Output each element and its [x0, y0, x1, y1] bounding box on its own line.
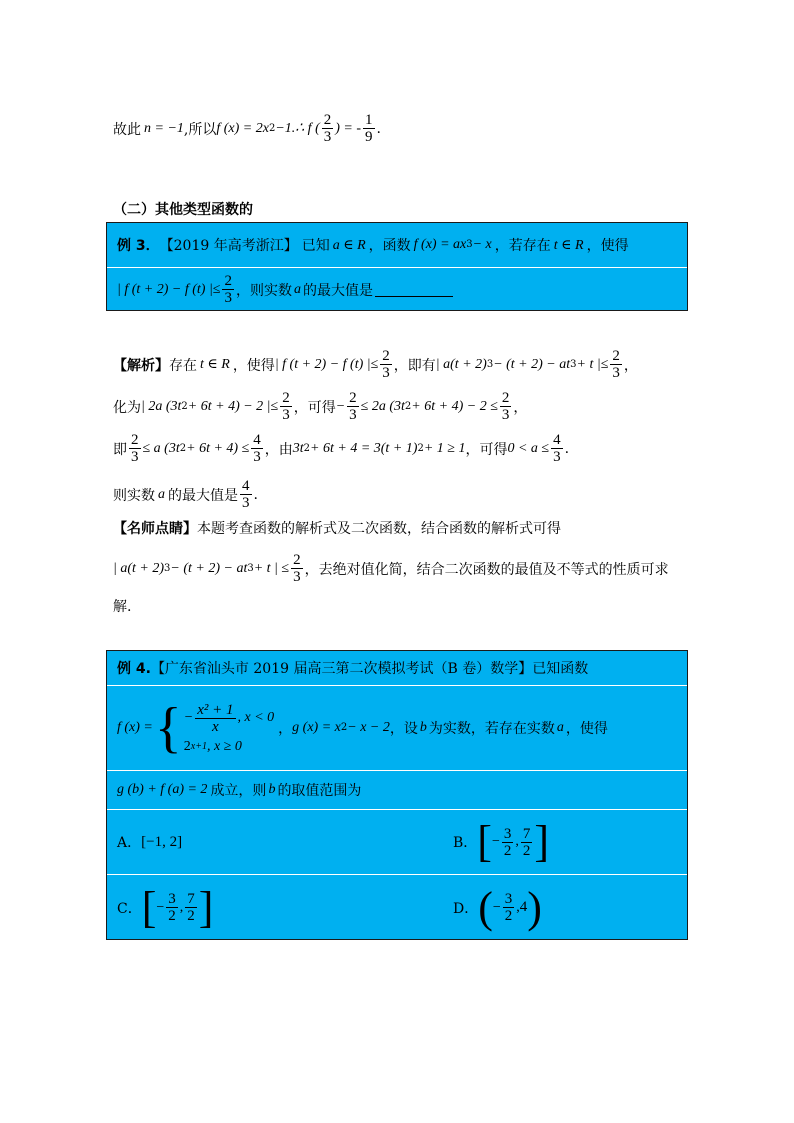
frac-den: 3 — [612, 365, 620, 381]
math: | f (t + 2) − f (t) |≤ — [274, 356, 379, 372]
frac-num: 2 — [293, 552, 301, 568]
bracket-left: [ — [141, 882, 157, 932]
frac — [610, 348, 622, 381]
example3-row1 — [107, 223, 687, 267]
text: ，可得 — [465, 441, 508, 458]
intro-result-frac — [363, 112, 375, 145]
math: − x − 2 — [347, 720, 390, 735]
math: + 6t + 4 = 3(t + 1) — [310, 440, 418, 456]
frac-den: 3 — [323, 129, 332, 145]
math: b — [419, 720, 427, 735]
tip-line1 — [113, 518, 561, 538]
math: | a(t + 2) — [435, 356, 487, 372]
intro-end: . — [376, 120, 381, 137]
text: . — [564, 440, 570, 457]
frac-den: 3 — [293, 569, 301, 585]
solution-label: 【解析】 — [113, 357, 169, 374]
frac-num: 2 — [382, 348, 390, 364]
option-C[interactable] — [117, 875, 213, 940]
math: t ∈ R — [553, 237, 584, 253]
math: a ∈ R — [332, 237, 366, 253]
intro-eq: ) = - — [335, 120, 362, 136]
frac — [521, 826, 533, 859]
math: 3t — [292, 440, 304, 456]
text: ，使得 — [586, 238, 629, 254]
bracket-right: ] — [534, 817, 550, 866]
math: − — [183, 710, 194, 725]
text: ，即有 — [393, 357, 436, 374]
minus: − — [491, 834, 500, 849]
solution-line3: 即 $\frac{2}{3}$ ≤ a (3t 2 + 6t + 4) ≤ $\frac{4}{3}$ ，由 3t 2 + 6t + 4 = 3(t + 1) 2 + 1 ≥ 1 ，可得 0 < a ≤ $\frac{4}{3}$ . — [113, 432, 570, 465]
math: g (b) + f (a) = 2 — [117, 782, 208, 797]
frac-num: 1 — [365, 112, 373, 128]
text: 的最大值是 — [302, 282, 373, 299]
frac-num: 4 — [242, 478, 250, 494]
math: f (x) = — [117, 720, 153, 735]
value: 4 — [519, 899, 528, 915]
frac — [500, 390, 512, 423]
frac-num: 2 — [612, 348, 620, 364]
ineq-frac — [222, 273, 234, 306]
text: 本题考查函数的解析式及二次函数，结合函数的解析式可得 — [197, 521, 561, 537]
math: − — [335, 398, 346, 414]
section-heading: （二）其他类型函数的 — [113, 202, 253, 218]
text: . — [253, 486, 258, 503]
option-D[interactable] — [453, 875, 542, 940]
frac-den: 2 — [504, 908, 513, 924]
option-label: A． — [117, 835, 142, 851]
frac-den: 2 — [168, 908, 176, 924]
piecewise-cases — [184, 702, 274, 755]
frac — [380, 348, 392, 381]
frac-num: 2 — [501, 390, 510, 406]
frac — [291, 552, 303, 585]
intro-mid: ,所以 — [183, 121, 217, 138]
frac-num: 4 — [553, 432, 561, 448]
example3-row2 — [107, 267, 687, 311]
text: 的最大值是 — [168, 487, 238, 504]
text: 化为 — [113, 399, 141, 416]
text: 已知函数 — [532, 661, 589, 677]
example-label: 例 4. — [117, 661, 151, 677]
text: ， — [513, 399, 528, 416]
text: 为实数，若存在实数 — [428, 721, 555, 737]
intro-line: 故此 n = −1 ,所以 f (x) = 2x 2 −1.∴ f ( $\frac{2}{3}$ ) = - $\frac{1}{9}$ . — [113, 112, 381, 145]
math: + t | ≤ — [253, 560, 290, 576]
example4-row1-content — [117, 651, 588, 685]
comma: , — [516, 899, 520, 915]
brace-icon: { — [154, 697, 182, 759]
intro-rest: −1.∴ f ( — [275, 121, 320, 136]
frac-num: 3 — [503, 825, 512, 842]
solution-line2: 化为 | 2a (3t 2 + 6t + 4) − 2 |≤ $\frac{2}{3}$ ，可得 − $\frac{2}{3}$ ≤ 2a (3t 2 + 6t + 4) − 2 ≤ $\frac{2}{3}$ ， — [113, 390, 528, 423]
option-label: B． — [453, 835, 478, 851]
frac — [129, 432, 141, 465]
text: 成立，则 — [210, 783, 267, 799]
example3-row1-content: 例 3． 【2019 年高考浙江】 已知 a ∈ R ，函数 f (x) = ax 3 − x ，若存在 t ∈ R ，使得 — [117, 237, 629, 254]
text: ，若存在 — [494, 238, 551, 254]
paren-left: ( — [478, 882, 493, 932]
frac-den: 3 — [131, 449, 139, 465]
solution-line4 — [113, 478, 258, 511]
example-source: 【广东省汕头市 2019 届高三第二次模拟考试（B 卷）数学】 — [150, 661, 533, 677]
frac — [240, 478, 252, 511]
math: + 6t + 4) − 2 |≤ — [187, 398, 279, 414]
frac-den: 3 — [253, 449, 261, 465]
intro-n: n = −1 — [144, 120, 184, 136]
text: ，由 — [264, 441, 293, 458]
math: a — [158, 486, 165, 502]
minus: − — [156, 899, 165, 915]
frac — [280, 390, 292, 423]
bracket-right: ] — [198, 882, 214, 932]
example4-row1 — [107, 651, 687, 685]
frac-den: 3 — [501, 407, 510, 423]
math: ≤ a (3t — [142, 440, 180, 456]
math: − (t + 2) − at — [170, 560, 248, 576]
frac — [185, 891, 197, 924]
example4-box — [106, 650, 688, 940]
example4-row2-content: f (x) = { − $\frac{\text{x² + 1}}{x}$ , x < 0 2 x+1 , x ≥ 0 ， g (x) = x 2 − x − 2 ，设 b 为实数，若存在实数 a ，使得 — [117, 697, 608, 759]
math: b — [268, 782, 276, 797]
frac-num: 2 — [349, 390, 357, 406]
frac — [502, 826, 514, 859]
math: t ∈ R — [200, 357, 230, 372]
frac-num: 2 — [131, 432, 139, 448]
frac-den: 2 — [503, 842, 512, 859]
math: 2 — [183, 738, 191, 754]
math: g (x) = x — [292, 720, 341, 735]
bracket-left: [ — [477, 817, 492, 866]
frac-den: 9 — [365, 129, 373, 145]
text: ，则实数 — [235, 282, 292, 299]
text: ，去绝对值化简，结合二次函数的最值及不等式的性质可求 — [304, 561, 669, 578]
frac-den: 3 — [224, 290, 232, 306]
math: a — [293, 281, 301, 297]
comma: , — [179, 899, 184, 915]
math: | 2a (3t — [141, 398, 182, 414]
case1-frac — [195, 702, 235, 735]
frac-num: 4 — [253, 432, 261, 448]
frac-den: 3 — [349, 407, 357, 423]
math: + 1 ≥ 1 — [423, 440, 466, 456]
example3-row2-content — [117, 268, 453, 311]
frac-num: 3 — [504, 891, 513, 907]
frac — [551, 432, 563, 465]
math: + 6t + 4) ≤ — [186, 440, 250, 456]
math: , x ≥ 0 — [206, 738, 242, 754]
text: 存在 — [169, 357, 197, 374]
frac-num: 7 — [187, 891, 195, 907]
frac-den: 2 — [187, 908, 195, 924]
text: 已知 — [301, 238, 330, 254]
option-B[interactable] — [453, 810, 549, 874]
math: − (t + 2) − at — [493, 356, 571, 372]
frac — [347, 390, 359, 423]
intro-frac — [322, 112, 334, 145]
tip-end: 解. — [113, 599, 132, 615]
math: ≤ 2a (3t — [360, 398, 405, 414]
frac-num: 7 — [522, 825, 531, 842]
text: 的取值范围为 — [277, 783, 362, 799]
frac-den: x — [212, 718, 219, 735]
text: ，可得 — [293, 399, 336, 416]
text: ， — [278, 721, 293, 737]
frac-num: 3 — [168, 891, 176, 907]
math: + t |≤ — [576, 356, 609, 372]
frac-num: 2 — [282, 390, 290, 406]
option-A[interactable] — [117, 810, 182, 874]
case1 — [184, 702, 274, 735]
text: ，设 — [389, 721, 418, 737]
math: | f (t + 2) − f (t) |≤ — [117, 281, 221, 297]
intro-fx: f (x) = 2x — [216, 120, 269, 136]
option-value: [−1, 2] — [141, 833, 183, 850]
math: 0 < a ≤ — [507, 440, 550, 456]
example4-row5 — [107, 874, 687, 940]
math: + 6t + 4) − 2 ≤ — [411, 398, 498, 414]
frac-num: 2 — [224, 273, 232, 289]
frac — [166, 891, 178, 924]
frac-den: 2 — [522, 842, 531, 859]
frac-den: 3 — [242, 495, 250, 511]
frac-num: x² + 1 — [197, 701, 234, 718]
math: − x — [472, 237, 492, 252]
text: ，使得 — [565, 721, 608, 737]
example4-row2 — [107, 685, 687, 770]
option-label: C． — [117, 900, 142, 917]
text: 则实数 — [113, 487, 155, 504]
tip-label: 【名师点睛】 — [113, 521, 197, 537]
example4-row4 — [107, 809, 687, 874]
comma: , — [515, 834, 519, 849]
intro-prefix: 故此 — [113, 121, 141, 138]
example4-row3 — [107, 770, 687, 809]
frac-num: 2 — [323, 112, 332, 128]
math: | a(t + 2) — [113, 560, 165, 576]
tip-line2: | a(t + 2) 3 − (t + 2) − at 3 + t | ≤ $\frac{2}{3}$ ，去绝对值化简，结合二次函数的最值及不等式的性质可求 — [113, 552, 669, 585]
math: a — [556, 720, 564, 735]
example3-box — [106, 222, 688, 311]
example-source: 【2019 年高考浙江】 — [159, 238, 298, 254]
solution-line1: 【解析】 存在 t ∈ R ，使得 | f (t + 2) − f (t) |≤ $\frac{2}{3}$ ，即有 | a(t + 2) 3 − (t + 2) − at 3 + t |≤ $\frac{2}{3}$ ， — [113, 348, 638, 381]
paren-right: ) — [527, 882, 542, 932]
math: f (x) = ax — [413, 237, 467, 252]
example-label: 例 3． — [117, 238, 160, 254]
case2: 2 x+1 , x ≥ 0 — [183, 738, 242, 754]
text: ， — [623, 357, 638, 374]
frac — [251, 432, 263, 465]
option-label: D． — [453, 900, 479, 917]
minus: − — [492, 899, 501, 915]
frac-den: 3 — [282, 407, 290, 423]
answer-blank — [375, 282, 453, 297]
example4-row3-content — [117, 771, 361, 809]
math: , x < 0 — [237, 710, 275, 725]
text: ，函数 — [368, 238, 411, 254]
frac-den: 3 — [553, 449, 561, 465]
frac — [503, 891, 515, 924]
text: 即 — [113, 441, 127, 458]
frac-den: 3 — [382, 365, 390, 381]
text: ，使得 — [232, 357, 275, 374]
